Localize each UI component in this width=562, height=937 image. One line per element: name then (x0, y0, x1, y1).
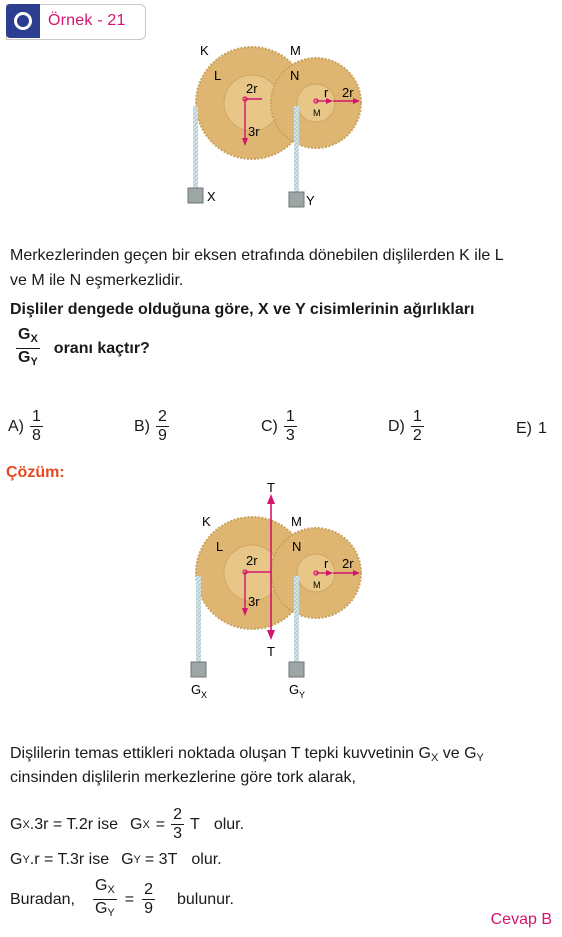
solution-line-2: cinsinden dişlilerin merkezlerine göre tork alarak, (10, 769, 356, 786)
svg-text:X: X (201, 690, 208, 700)
label-K: K (200, 43, 209, 58)
svg-text:r: r (324, 556, 329, 571)
rope-Y (294, 106, 299, 192)
svg-text:2r: 2r (246, 553, 258, 568)
svg-text:M: M (291, 514, 302, 529)
question-line-3: Dişliler dengede olduğuna göre, X ve Y cisimlerinin ağırlıkları (10, 301, 475, 318)
circle-icon (12, 10, 34, 32)
equation-3: Buradan, $\frac{G_X}{G_Y}$ = $\frac{2}{9}$ bulunur. (10, 877, 234, 922)
svg-text:L: L (216, 539, 224, 554)
svg-text:G: G (191, 682, 202, 697)
question-line-1: Merkezlerinden geçen bir eksen etrafında dönebilen dişlilerden K ile L (10, 247, 504, 264)
example-badge (6, 4, 40, 38)
weight-Y (289, 192, 304, 207)
choice-E[interactable]: E) 1 (516, 420, 547, 437)
svg-text:N: N (292, 539, 302, 554)
svg-text:M: M (313, 580, 321, 590)
label-L: L (214, 68, 222, 83)
equation-2: G Y .r = T.3r ise G Y = 3T olur. (10, 851, 222, 868)
rope-X (193, 106, 198, 188)
label-r: r (324, 85, 329, 100)
gear-diagram-solution (170, 478, 410, 706)
label-2r-right: 2r (342, 85, 354, 100)
label-X: X (207, 189, 216, 204)
label-3r: 3r (248, 124, 260, 139)
label-center-M: M (313, 108, 321, 118)
solution-heading: Çözüm: (6, 464, 65, 481)
label-M: M (290, 43, 301, 58)
ratio-fraction: $\frac{G_X}{G_Y}$ (16, 326, 40, 371)
svg-text:T: T (267, 480, 275, 495)
choice-B[interactable]: B) $\frac{2}{9}$ (134, 408, 167, 444)
equation-1: G X .3r = T.2r ise G X = $\frac{2}{3}$ T olur. (10, 806, 245, 842)
label-Y: Y (306, 193, 315, 208)
svg-text:G: G (289, 682, 300, 697)
weight-X (188, 188, 203, 203)
choice-A[interactable]: A) $\frac{1}{8}$ (8, 408, 41, 444)
choice-D[interactable]: D) $\frac{1}{2}$ (388, 408, 422, 444)
svg-text:Y: Y (299, 690, 306, 700)
svg-text:K: K (202, 514, 211, 529)
answer-label: Cevap B (490, 911, 552, 928)
choice-C[interactable]: C) $\frac{1}{3}$ (261, 408, 295, 444)
svg-text:3r: 3r (248, 594, 260, 609)
svg-text:2r: 2r (342, 556, 354, 571)
label-2r: 2r (246, 81, 258, 96)
ratio-tail: oranı kaçtır? (53, 339, 150, 357)
question-line-2: ve M ile N eşmerkezlidir. (10, 272, 184, 289)
gear-diagram-question (170, 38, 410, 218)
svg-text:T: T (267, 644, 275, 659)
label-N: N (290, 68, 300, 83)
solution-line-1: Dişlilerin temas ettikleri noktada oluşan T tepki kuvvetinin $G_X$ ve $G_Y$ (10, 745, 484, 764)
question-ratio (16, 326, 150, 371)
example-title: Örnek - 21 (48, 12, 126, 29)
